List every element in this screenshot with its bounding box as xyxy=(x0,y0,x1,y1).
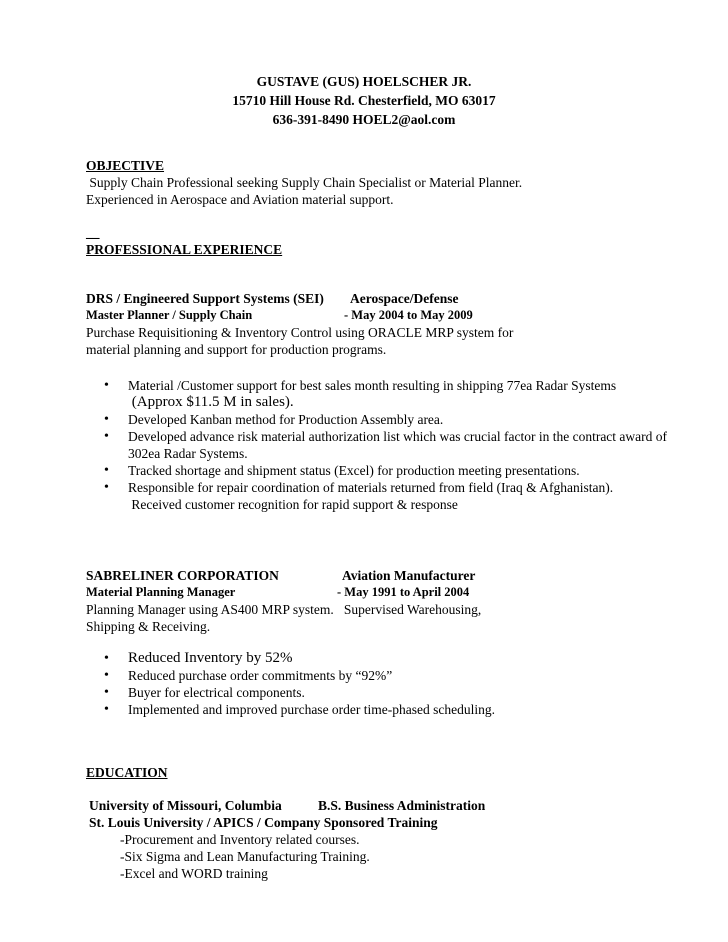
bullet-text: Buyer for electrical components. xyxy=(128,685,305,700)
list-item xyxy=(86,650,688,667)
job-desc-1: Planning Manager using AS400 MRP system. Supervised Warehousing, xyxy=(86,602,482,617)
job-drs xyxy=(86,290,688,513)
recognition-note: Received customer recognition for rapid support & response xyxy=(128,497,458,512)
school-1: University of Missouri, Columbia xyxy=(89,798,282,813)
job-desc-1: Purchase Requisitioning & Inventory Control using ORACLE MRP system for xyxy=(86,325,514,340)
candidate-name: GUSTAVE (GUS) HOELSCHER JR. xyxy=(256,74,472,89)
job-industry: Aviation Manufacturer xyxy=(342,568,476,583)
degree-1: B.S. Business Administration xyxy=(318,798,486,813)
bullet-text: Developed Kanban method for Production Assembly area. xyxy=(128,412,444,427)
candidate-contact: 636-391-8490 HOEL2@aol.com xyxy=(272,112,456,127)
bullet-text: Material /Customer support for best sales month resulting in shipping 77ea Radar Systems xyxy=(128,378,617,393)
experience-section-heading xyxy=(86,224,688,258)
job-desc-2: material planning and support for production programs. xyxy=(86,342,387,357)
bullet-text: Reduced Inventory by 52% xyxy=(128,650,293,666)
job-bullets xyxy=(86,650,688,718)
education-row-1 xyxy=(89,797,688,814)
job-desc-2: Shipping & Receiving. xyxy=(86,619,211,634)
job-dates: - May 2004 to May 2009 xyxy=(344,308,473,322)
job-industry: Aerospace/Defense xyxy=(350,291,459,306)
job-bullets xyxy=(86,377,688,513)
job-company: DRS / Engineered Support Systems (SEI) xyxy=(86,291,324,306)
list-item xyxy=(86,684,688,701)
job-role-row xyxy=(86,307,688,324)
resume-header xyxy=(0,72,728,129)
education-section xyxy=(86,764,688,882)
job-role-row xyxy=(86,584,688,601)
list-item xyxy=(86,428,688,462)
list-item xyxy=(86,411,688,428)
job-role: Master Planner / Supply Chain xyxy=(86,308,253,322)
list-item: -Excel and WORD training xyxy=(120,866,268,881)
list-item xyxy=(86,667,688,684)
list-item: -Six Sigma and Lean Manufacturing Training. xyxy=(120,849,370,864)
bullet-text: Tracked shortage and shipment status (Excel) for production meeting presentations. xyxy=(128,463,580,478)
job-role: Material Planning Manager xyxy=(86,585,236,599)
list-item xyxy=(86,479,688,513)
list-item: -Procurement and Inventory related courses. xyxy=(120,832,360,847)
course-list xyxy=(120,831,688,882)
education-title: EDUCATION xyxy=(86,765,168,780)
bullet-text: Implemented and improved purchase order time-phased scheduling. xyxy=(128,702,496,717)
job-header xyxy=(86,567,688,584)
job-sabreliner xyxy=(86,567,688,718)
job-company: SABRELINER CORPORATION xyxy=(86,568,279,583)
sales-note: (Approx $11.5 M in sales). xyxy=(128,394,294,410)
objective-line-1: Supply Chain Professional seeking Supply Chain Specialist or Material Planner. xyxy=(86,175,523,190)
candidate-address: 15710 Hill House Rd. Chesterfield, MO 63017 xyxy=(232,93,496,108)
section-marker: __ xyxy=(86,225,100,240)
list-item xyxy=(86,377,688,411)
objective-title: OBJECTIVE xyxy=(86,158,165,173)
job-dates: - May 1991 to April 2004 xyxy=(337,585,470,599)
school-2: St. Louis University / APICS / Company Sponsored Training xyxy=(89,815,438,830)
objective-line-2: Experienced in Aerospace and Aviation material support. xyxy=(86,192,394,207)
list-item xyxy=(86,462,688,479)
job-header xyxy=(86,290,688,307)
bullet-text: Responsible for repair coordination of materials returned from field (Iraq & Afghanistan). xyxy=(128,480,614,495)
bullet-text: Reduced purchase order commitments by “92%” xyxy=(128,668,393,683)
objective-section xyxy=(86,157,688,208)
bullet-text: Developed advance risk material authorization list which was crucial factor in the contract award of 302ea Radar Systems. xyxy=(128,429,668,461)
experience-title: PROFESSIONAL EXPERIENCE xyxy=(86,242,283,257)
list-item xyxy=(86,701,688,718)
